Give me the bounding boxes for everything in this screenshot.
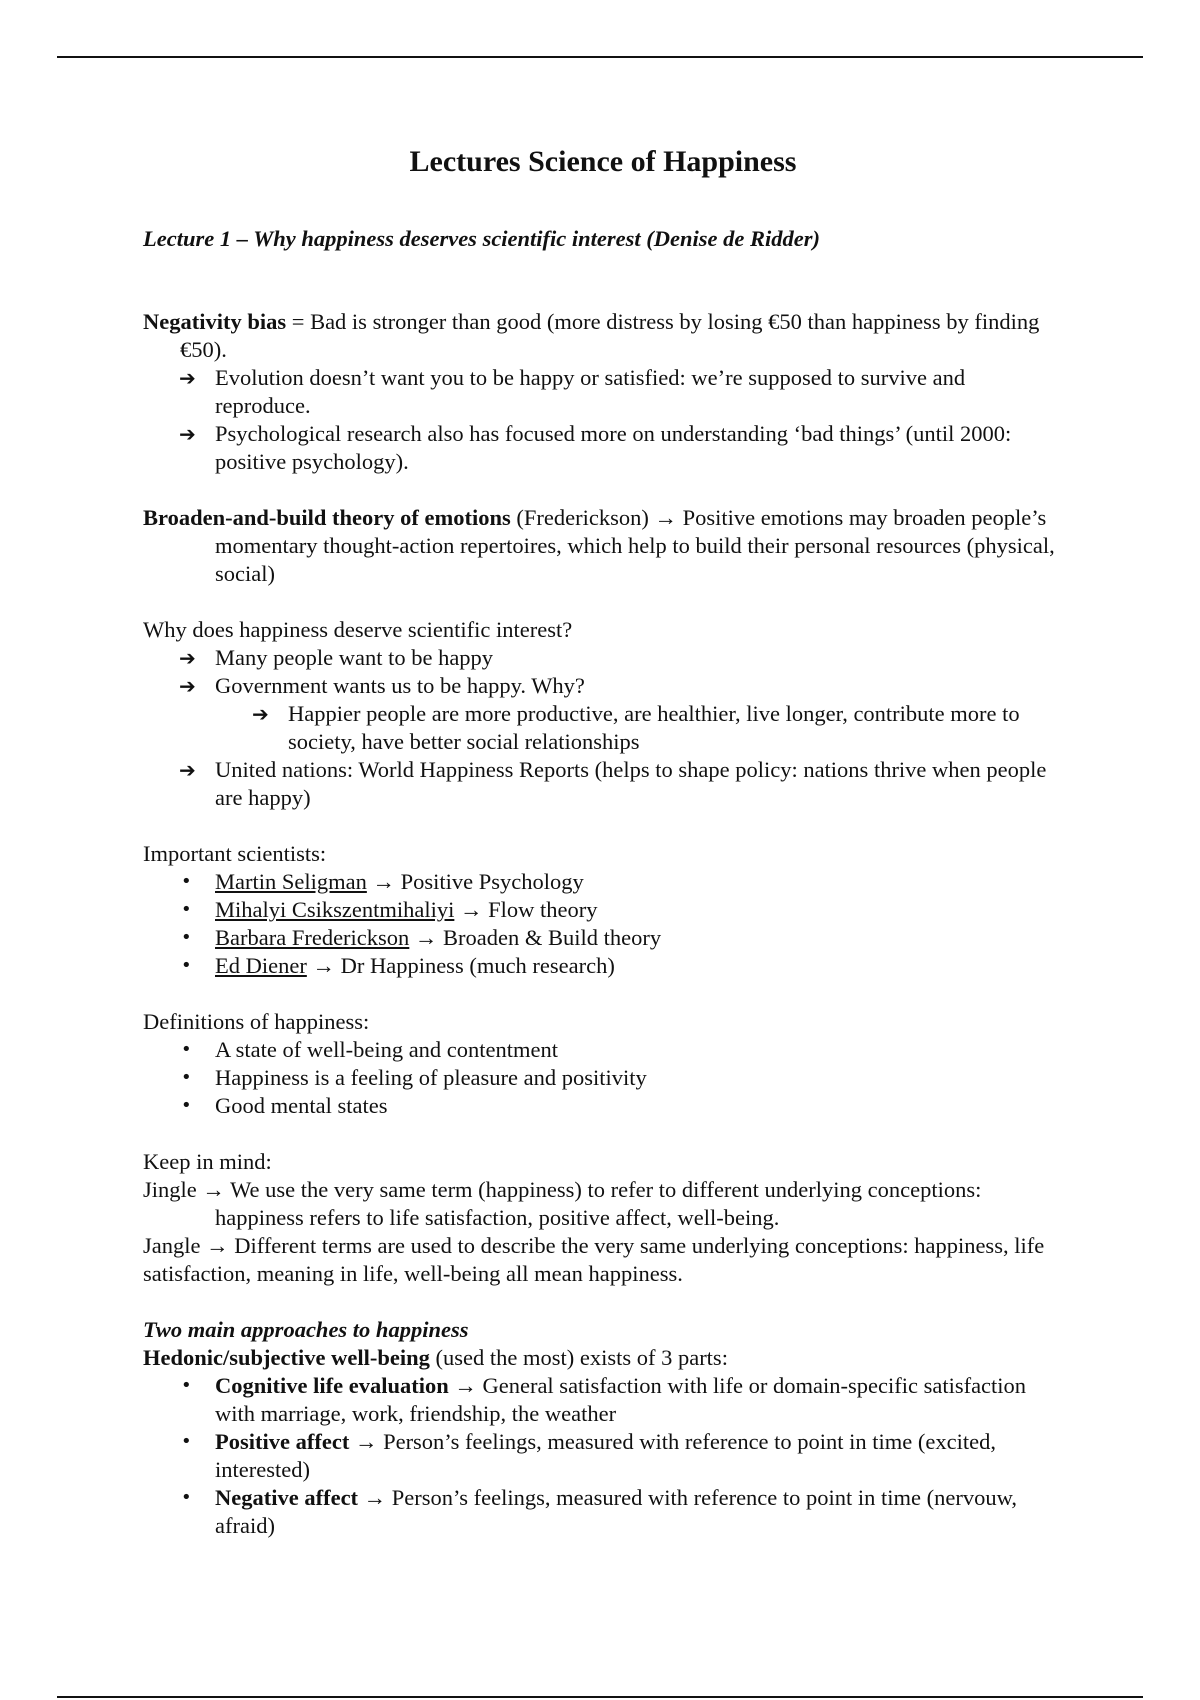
top-rule xyxy=(57,56,1143,58)
broaden-build-text: (Frederickson) → Positive emotions may broaden people’s momentary thought-action repertoires, which help to build their personal resources (physical, social) xyxy=(215,505,1055,586)
broaden-build-paragraph xyxy=(143,504,1063,588)
negativity-bias-term: Negativity bias xyxy=(143,309,287,334)
jingle-paragraph: Jingle → We use the very same term (happiness) to refer to different underlying conceptions: happiness refers to life satisfaction, positive affect, well-being. xyxy=(143,1177,982,1230)
list-item: ➔ Evolution doesn’t want you to be happy or satisfied: we’re supposed to survive and reproduce. xyxy=(179,365,966,418)
bottom-rule xyxy=(57,1696,1143,1698)
hedonic-paragraph: Hedonic/subjective well-being (used the most) exists of 3 parts: xyxy=(143,1345,728,1370)
negativity-bias-definition xyxy=(143,308,1063,364)
document-page xyxy=(143,138,1063,1540)
list-item: • Martin Seligman → Positive Psychology xyxy=(181,869,584,894)
scientist-name: Martin Seligman xyxy=(215,869,367,894)
definitions-list xyxy=(143,1036,1063,1120)
arrow-icon: ➔ xyxy=(179,646,196,670)
hedonic-parts-list xyxy=(143,1372,1063,1540)
arrow-icon: ➔ xyxy=(179,422,196,446)
scientists-heading: Important scientists: xyxy=(143,841,327,866)
bullet-icon: • xyxy=(181,871,192,892)
list-item: ➔ Psychological research also has focused more on understanding ‘bad things’ (until 2000: positive psychology). xyxy=(179,421,1012,474)
list-item: • Mihalyi Csikszentmihaliyi → Flow theory xyxy=(181,897,598,922)
arrow-icon: ➔ xyxy=(179,366,196,390)
document-title: Lectures Science of Happiness xyxy=(409,145,797,178)
definitions-section xyxy=(143,1008,1063,1120)
list-item: • A state of well-being and contentment xyxy=(181,1037,559,1062)
list-item: • Cognitive life evaluation → General satisfaction with life or domain-specific satisfaction with marriage, work, friendship, the weather xyxy=(181,1373,1027,1426)
arrow-icon: ➔ xyxy=(252,702,269,726)
list-item: ➔ United nations: World Happiness Reports (helps to shape policy: nations thrive when people are happy) xyxy=(179,757,1047,810)
why-interest-question: Why does happiness deserve scientific interest? xyxy=(143,617,573,642)
list-item: ➔ Government wants us to be happy. Why? xyxy=(179,673,585,698)
bullet-icon: • xyxy=(181,927,192,948)
bullet-icon: • xyxy=(181,955,192,976)
list-item: • Happiness is a feeling of pleasure and positivity xyxy=(181,1065,647,1090)
scientists-list xyxy=(143,868,1063,980)
negativity-bias-points xyxy=(143,364,1063,476)
hedonic-term: Hedonic/subjective well-being xyxy=(143,1345,430,1370)
keep-in-mind-section xyxy=(143,1148,1063,1288)
list-item: • Positive affect → Person’s feelings, measured with reference to point in time (excited, interested) xyxy=(181,1429,996,1482)
broaden-build-section xyxy=(143,504,1063,588)
scientist-name: Ed Diener xyxy=(215,953,307,978)
scientist-name: Mihalyi Csikszentmihaliyi xyxy=(215,897,455,922)
list-item: • Ed Diener → Dr Happiness (much research) xyxy=(181,953,615,978)
keep-in-mind-heading: Keep in mind: xyxy=(143,1149,272,1174)
approaches-section xyxy=(143,1316,1063,1540)
bullet-icon: • xyxy=(181,1039,192,1060)
bullet-icon: • xyxy=(181,1375,192,1396)
bullet-icon: • xyxy=(181,899,192,920)
negativity-bias-text: = Bad is stronger than good (more distress by losing €50 than happiness by finding €50). xyxy=(180,309,1040,362)
arrow-icon: ➔ xyxy=(179,674,196,698)
bullet-icon: • xyxy=(181,1431,192,1452)
list-item: • Good mental states xyxy=(181,1093,388,1118)
lecture-heading: Lecture 1 – Why happiness deserves scientific interest (Denise de Ridder) xyxy=(143,226,821,251)
list-item: ➔ Happier people are more productive, are healthier, live longer, contribute more to society, have better social relationships xyxy=(252,701,1020,754)
scientist-name: Barbara Frederickson xyxy=(215,925,410,950)
bullet-icon: • xyxy=(181,1095,192,1116)
why-interest-section xyxy=(143,616,1063,812)
arrow-icon: ➔ xyxy=(179,758,196,782)
negativity-bias-section xyxy=(143,308,1063,476)
list-item: • Negative affect → Person’s feelings, measured with reference to point in time (nervouw, afraid) xyxy=(181,1485,1018,1538)
list-item: ➔ Many people want to be happy xyxy=(179,645,494,670)
jangle-paragraph: Jangle → Different terms are used to describe the very same underlying conceptions: happiness, life satisfaction, meaning in life, well-being all mean happiness. xyxy=(143,1233,1045,1286)
approaches-heading: Two main approaches to happiness xyxy=(143,1317,469,1342)
why-interest-points xyxy=(143,644,1063,812)
definitions-heading: Definitions of happiness: xyxy=(143,1009,370,1034)
broaden-build-term: Broaden-and-build theory of emotions xyxy=(143,505,511,530)
scientists-section xyxy=(143,840,1063,980)
list-item: • Barbara Frederickson → Broaden & Build theory xyxy=(181,925,662,950)
bullet-icon: • xyxy=(181,1067,192,1088)
bullet-icon: • xyxy=(181,1487,192,1508)
